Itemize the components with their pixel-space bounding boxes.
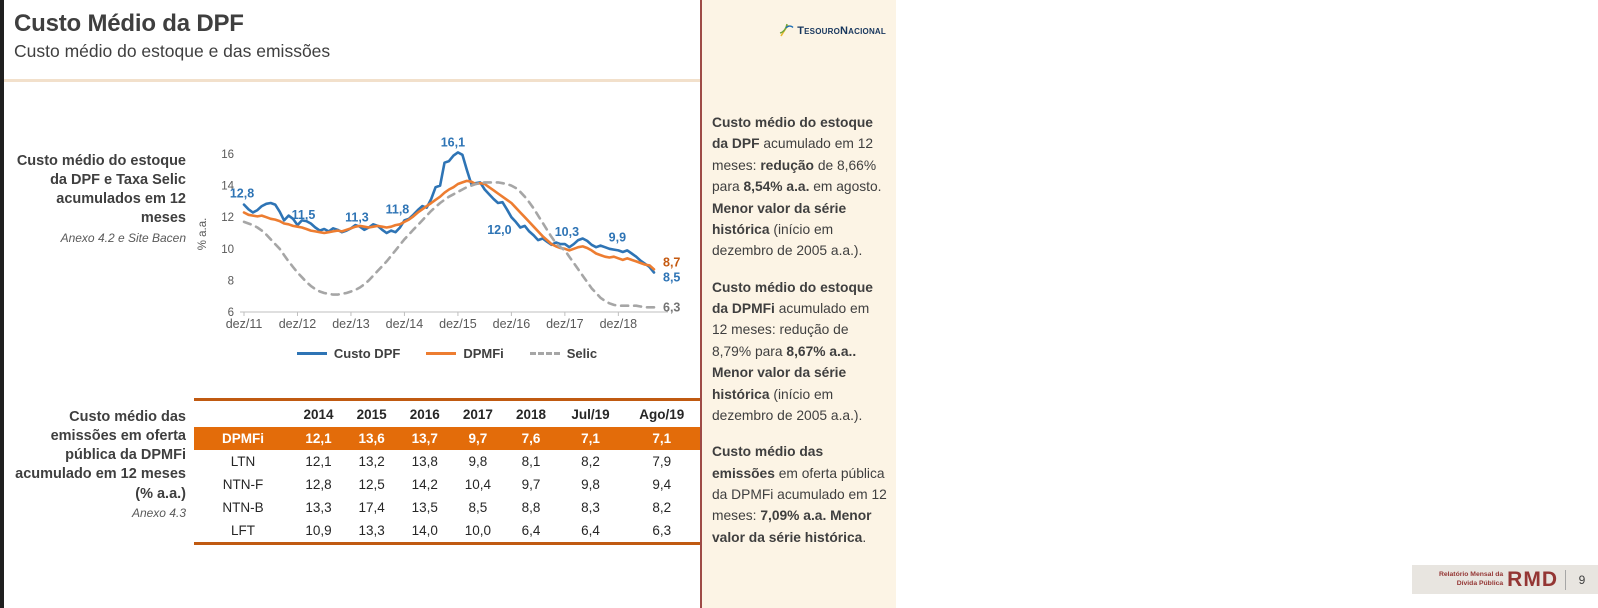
table-row [194,473,700,496]
slide-header [4,0,700,82]
page-number: 9 [1578,572,1586,587]
x-tick-label: dez/13 [332,317,370,331]
table-cell: 12,5 [358,477,385,492]
sidebar-paragraph: Custo médio das emissões em oferta pública da DPMFi acumulado em 12 meses: 7,09% a.a. Menor valor da série histórica. [712,444,887,545]
column-header: 2014 [303,407,334,422]
table-cell: 13,8 [411,454,438,469]
column-header [194,400,292,428]
point-label: 6,3 [663,300,681,315]
emissions-table [194,398,700,545]
point-label: 9,9 [608,230,627,245]
sidebar-paragraph: Custo médio do estoque da DPMFi acumulado em 12 meses: redução de 8,79% para 8,67% a.a.. Menor valor da série histórica (início em dezembro de 2005 a.a.). [712,279,873,423]
point-label: 12,8 [229,186,255,201]
sidebar-paragraph: Custo médio do estoque da DPF acumulado em 12 meses: redução de 8,66% para 8,54% a.a. em agosto. Menor valor da série histórica (início em dezembro de 2005 a.a.). [712,115,882,259]
y-tick-label: 8 [227,275,234,288]
column-header: Jul/19 [571,407,610,422]
emissions-table-wrap [194,398,700,545]
column-header: 2016 [409,407,440,422]
row-label: LFT [230,523,255,538]
point-label: 11,8 [385,202,410,217]
table-cell: 14,2 [411,477,438,492]
table-cell: 6,3 [652,523,672,538]
table-header-row [194,400,700,428]
y-tick-label: 10 [221,243,234,256]
table-label-note: Anexo 4.3 [131,505,186,520]
x-tick-label: dez/17 [546,317,584,331]
column-header: 2018 [515,407,547,422]
point-label: 8,5 [663,270,681,285]
y-tick-label: 14 [221,180,234,193]
row-label: NTN-F [222,477,264,492]
legend-swatch [530,352,560,355]
page-subtitle: Custo médio do estoque e das emissões [14,41,331,61]
legend-label: Selic [566,346,598,361]
table-cell: 8,5 [468,500,488,515]
table-cell: 13,3 [358,523,385,538]
table-row [194,496,700,519]
commentary-sidebar [700,0,1586,608]
table-cell: 8,2 [652,500,672,515]
legend-item-dpmfi [426,346,503,361]
row-label: LTN [230,454,256,469]
x-tick-label: dez/14 [385,317,424,331]
table-cell: 9,7 [468,431,488,446]
line-chart [194,104,700,361]
table-row [194,450,700,473]
table-label-title: Custo médio das emissões em oferta pública da DPMFi acumulado em 12 meses (% a.a.) [15,409,186,502]
column-header: Ago/19 [639,407,685,422]
table-cell: 9,8 [468,454,488,469]
footer-bar [1412,565,1598,594]
table-cell: 10,0 [464,523,492,538]
table-cell: 7,9 [652,454,672,469]
legend-item-custo-dpf [297,346,400,361]
legend-label: DPMFi [463,346,504,361]
table-cell: 6,4 [521,523,541,538]
x-tick-label: dez/18 [599,317,638,331]
page-title: Custo Médio da DPF [14,10,244,37]
table-cell: 12,8 [305,477,332,492]
row-label: NTN-B [222,500,264,515]
point-label: 11,3 [345,210,369,225]
table-cell: 10,4 [464,477,492,492]
chart-legend [194,346,700,361]
y-tick-label: 6 [227,307,234,319]
x-tick-label: dez/15 [439,317,477,331]
legend-swatch [426,352,456,355]
legend-item-selic [530,346,597,361]
table-cell: 7,6 [521,431,541,446]
y-tick-label: 12 [221,212,234,225]
table-cell: 12,1 [305,454,332,469]
table-cell: 17,4 [358,500,385,515]
table-cell: 14,0 [411,523,438,538]
table-cell: 13,6 [358,431,385,446]
column-header: 2015 [356,407,387,422]
sidebar-commentary [712,112,888,563]
series-line-dpmfi [244,181,654,269]
x-tick-label: dez/12 [278,317,317,331]
chart-side-label [8,152,186,245]
point-label: 11,5 [291,208,316,223]
table-cell: 13,5 [411,500,438,515]
point-label: 10,3 [554,225,580,240]
chart-canvas [194,104,700,340]
legend-label: Custo DPF [333,346,401,361]
table-cell: 13,3 [305,500,332,515]
table-cell: 7,1 [652,431,672,446]
table-cell: 9,4 [652,477,672,492]
table-cell: 8,1 [521,454,541,469]
row-label: DPMFi [222,431,264,446]
table-cell: 13,2 [358,454,385,469]
chart-label-title: Custo médio do estoque da DPF e Taxa Selic acumulados em 12 meses [16,153,186,227]
table-cell: 13,7 [411,431,438,446]
column-header: 2017 [462,407,493,422]
legend-swatch [297,352,327,355]
main-content [4,0,700,608]
chart-label-note: Anexo 4.2 e Site Bacen [60,230,186,245]
table-cell: 6,4 [581,523,600,538]
table-row [194,519,700,544]
point-label: 8,7 [663,255,681,270]
table-cell: 8,2 [581,454,600,469]
table-cell: 8,3 [581,500,600,515]
logo-text: TesouroNacional [797,24,886,37]
tesouro-star-icon [778,22,795,39]
table-cell: 9,8 [581,477,600,492]
x-tick-label: dez/11 [225,317,263,331]
y-tick-label: 16 [221,149,234,161]
table-cell: 7,1 [581,431,600,446]
table-cell: 12,1 [305,431,332,446]
rmd-logo: RMD [1507,567,1558,591]
table-side-label [8,408,186,520]
report-name: Relatório Mensal da Dívida Pública [1438,571,1504,587]
table-row [194,427,700,450]
y-axis-title: % a.a. [197,217,209,251]
tesouro-nacional-logo [778,22,886,39]
x-tick-label: dez/16 [492,317,531,331]
table-cell: 8,8 [521,500,541,515]
point-label: 16,1 [440,135,466,150]
point-label: 12,0 [487,223,512,238]
table-cell: 9,7 [521,477,541,492]
table-cell: 10,9 [305,523,332,538]
